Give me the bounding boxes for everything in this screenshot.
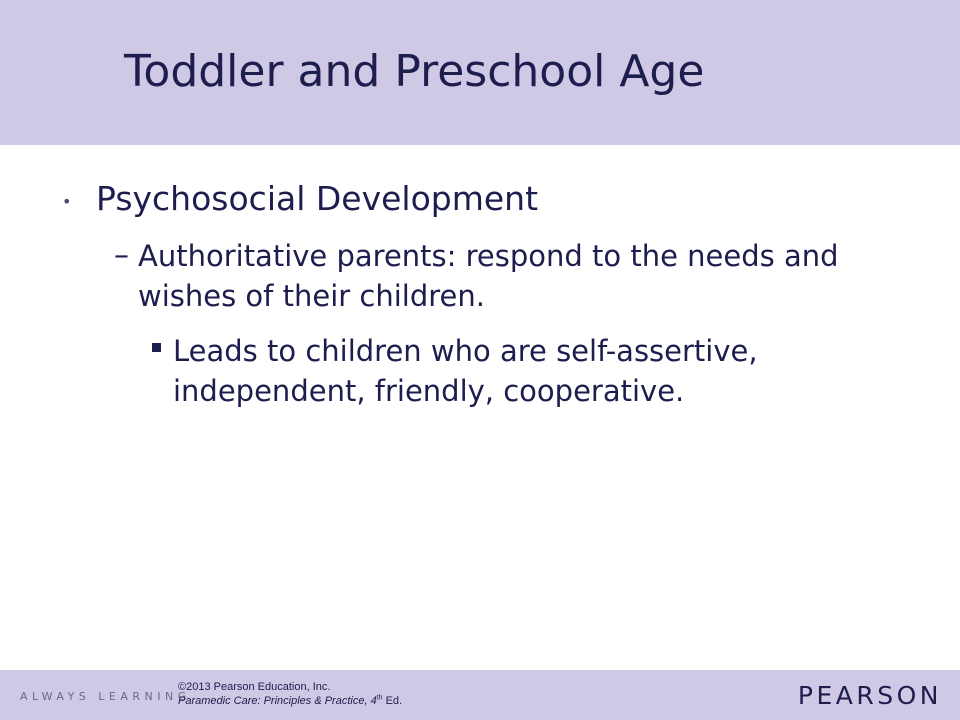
book-title-text	[178, 695, 402, 708]
square-bullet-icon	[152, 343, 161, 352]
bullet-dot-icon: •	[62, 192, 72, 211]
bullet-level3-text: Leads to children who are self-assertive, independent, friendly, cooperative.	[173, 334, 758, 408]
copyright-text: ©2013 Pearson Education, Inc.	[178, 681, 331, 693]
pearson-logo: PEARSON	[797, 681, 942, 710]
always-learning-tagline: ALWAYS LEARNING	[20, 690, 191, 703]
book-title: Paramedic Care: Principles & Practice, 4	[178, 695, 377, 707]
bullet-level2-text: Authoritative parents: respond to the needs and wishes of their children.	[138, 239, 839, 313]
edition-word: Ed.	[382, 695, 403, 707]
dash-marker-icon: –	[114, 238, 129, 273]
edition-suffix: th	[376, 694, 383, 702]
bullet-level1-text: Psychosocial Development	[96, 179, 539, 218]
slide-title: Toddler and Preschool Age	[124, 46, 705, 97]
footer-bar	[0, 670, 960, 720]
